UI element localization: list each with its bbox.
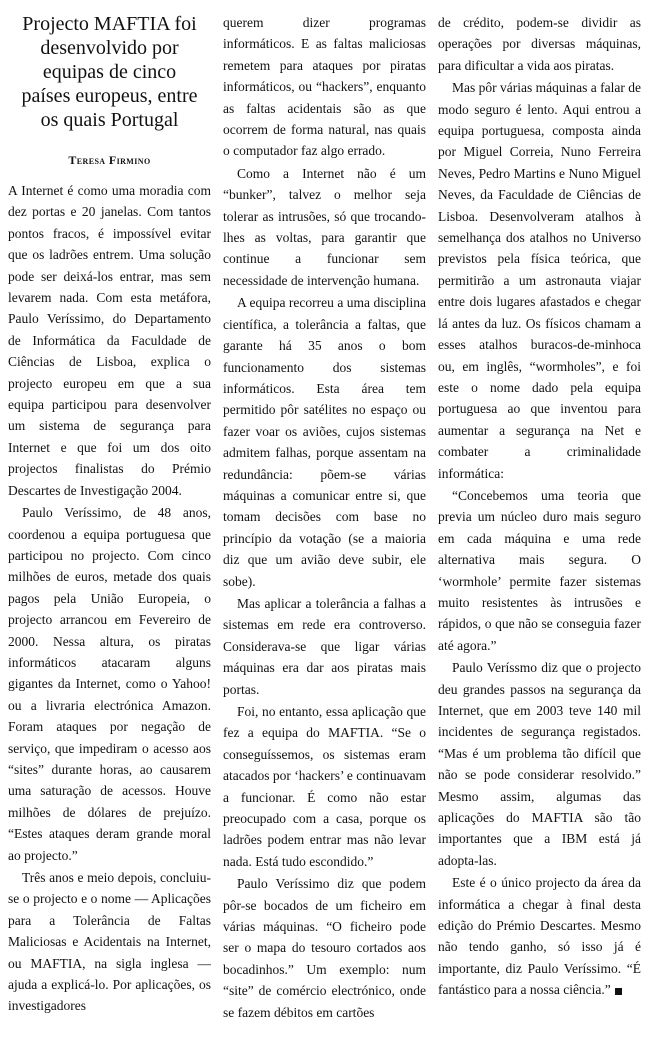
article-paragraph: A Internet é como uma moradia com dez portas e 20 janelas. Com tantos pontos fracos, é impossível evitar que os ladrões entrem. Uma solução pode ser deixá-los entrar, mas sem levarem nada. Com esta metáfora, Paulo Veríssimo, do Departamento de Informática da Faculdade de Ciências de Lisboa, explica o projecto europeu em que a sua equipa participou para desenvolver um sistema de segurança para Internet e que foi um dos oito projectos finalistas do Prémio Descartes de Investigação 2004. [8,183,211,498]
article-column-2 [223,12,426,1064]
article-paragraph: querem dizer programas informáticos. E as faltas maliciosas remetem para ataques por piratas informáticos, ou “hackers”, enquanto as faltas acidentais são as que ocorrem de forma natural, nas quais o computador faz algo errado. [223,15,426,159]
article-paragraph: Três anos e meio depois, concluiu-se o projecto e o nome — Aplicações para a Tolerância de Faltas Maliciosas e Acidentais na Internet, ou MAFTIA, na sigla inglesa — ajuda a explicá-lo. Por aplicações, os investigadores [8,870,211,1014]
article-paragraph: Paulo Veríssmo diz que o projecto deu grandes passos na segurança da Internet, que em 2003 teve 140 mil incidentes de segurança registados. “Mas é um problema tão difícil que não se pode considerar resolvido.” Mesmo assim, algumas das aplicações do MAFTIA são tão importantes que a IBM está já adopta-las. [438,660,641,868]
article-byline: Teresa Firmino [68,153,151,167]
article-paragraph: A equipa recorreu a uma disciplina científica, a tolerância a faltas, que garante há 35 anos o bom funcionamento dos sistemas informáticos. Esta área tem permitido pôr satélites no espaço ou fazer voar os aviões, cujos sistemas admitem falhas, porque assentam na redundância: põem-se várias máquinas a comunicar entre si, que tomam decisões com base no princípio da votação (se a maioria diz que um avião deve subir, ele sobe). [223,295,426,589]
article-paragraph: Como a Internet não é um “bunker”, talvez o melhor seja tolerar as intrusões, só que trocando-lhes as voltas, para garantir que continue a funcionar sem necessidade de intervenção humana. [223,165,426,288]
article-column-1 [8,12,211,1064]
article-paragraph: de crédito, podem-se dividir as operações por diversas máquinas, para dificultar a vida aos piratas. [438,15,641,73]
article-paragraph [438,872,641,1000]
article-paragraph: Mas aplicar a tolerância a falhas a sistemas em rede era controverso. Considerava-se que ligar várias máquinas era dar aos piratas mais portas. [223,595,426,697]
article-paragraph: Foi, no entanto, essa aplicação que fez a equipa do MAFTIA. “Se o conseguíssemos, os sistemas eram atacados por ‘hackers’ e continuavam a funcionar. É como não estar preocupado com a casa, porque os ladrões podem entrar mas não levar nada. Está tudo escondido.” [223,704,426,869]
article-paragraph: “Concebemos uma teoria que previa um núcleo duro mais seguro em cada máquina e uma rede alternativa mais segura. O ‘wormhole’ permite fazer sistemas muito resistentes às intrusões e rápidos, o que não se conseguia fazer até agora.” [438,487,641,653]
article-paragraph: Paulo Veríssimo diz que podem pôr-se bocados de um ficheiro em várias máquinas. “O ficheiro pode ser o mapa do tesouro cortados aos bocadinhos.” Um exemplo: num “site” de comércio electrónico, onde se fazem débitos em cartões [223,876,426,1020]
article-headline: Projecto MAFTIA foi desenvolvido por equipas de cinco países europeus, entre os quais Portugal [21,13,198,131]
article-paragraph: Paulo Veríssimo, de 48 anos, coordenou a equipa portuguesa que participou no projecto. Com cinco milhões de euros, metade dos quais pagos pela União Europeia, o projecto arrancou em Fevereiro de 2000. Nessa altura, os piratas informáticos atacaram alguns gigantes da Internet, como o Yahoo! ou a livraria electrónica Amazon. Foram ataques por negação de serviço, que impediram o acesso aos “sites” durante horas, ao causarem uma saturação de acessos. Houve milhões de dólares de prejuízo. “Estes ataques deram grande moral ao projecto.” [8,505,211,863]
article-column-3 [438,12,641,1064]
end-of-article-mark [615,988,622,995]
article-paragraph: Mas pôr várias máquinas a falar de modo seguro é lento. Aqui entrou a equipa portuguesa, composta ainda por Miguel Correia, Nuno Ferreira Neves, Pedro Martins e Nuno Miguel Neves, da Faculdade de Ciências de Lisboa. Desenvolveram atalhos à semelhança dos atalhos no Universo previstos pela física teórica, que permitirão a um astronauta viajar entre dois lugares afastados e chegar lá antes da luz. Os físicos chamam a esses atalhos buracos-de-minhoca ou, em inglês, “wormholes”, e foi este o nome dado pela equipa portuguesa ao que inventou para aumentar a segurança na Net e combater a criminalidade informática: [438,80,641,481]
article-paragraph-text: Este é o único projecto da área da informática a chegar à final desta edição do Prémio Descartes. Mesmo não tendo ganho, só isso já é importante, diz Paulo Veríssimo. “É fantástico para a nossa ciência.” [438,875,641,998]
